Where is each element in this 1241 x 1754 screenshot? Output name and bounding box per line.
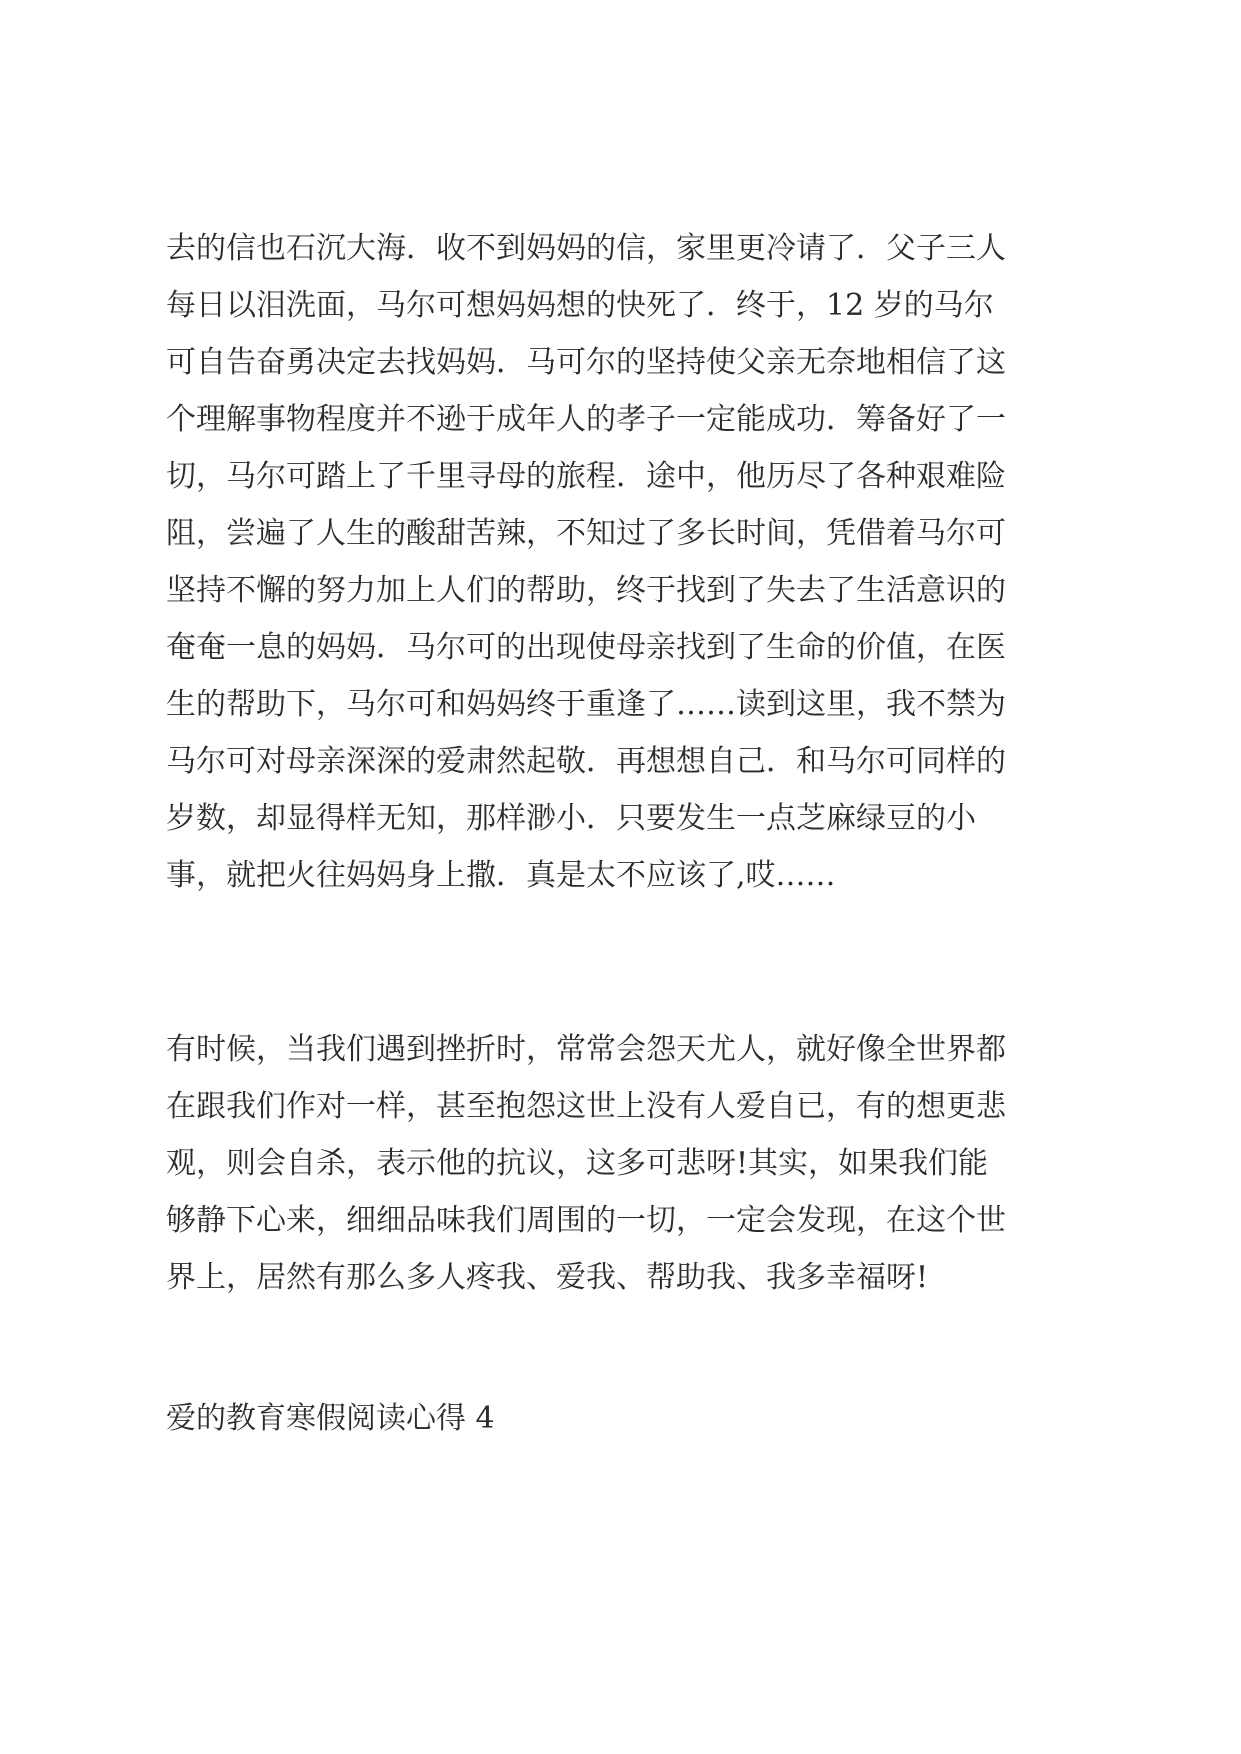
text-line: 马尔可对母亲深深的爱肃然起敬．再想想自己．和马尔可同样的 <box>166 744 1006 779</box>
document-body <box>166 220 1098 1447</box>
text-line: 切，马尔可踏上了千里寻母的旅程．途中，他历尽了各种艰难险 <box>166 459 1006 494</box>
text-line: 去的信也石沉大海．收不到妈妈的信，家里更冷请了．父子三人 <box>166 231 1006 266</box>
text-line: 有时候，当我们遇到挫折时，常常会怨天尤人，就好像全世界都 <box>166 1032 1006 1067</box>
text-line: 个理解事物程度并不逊于成年人的孝子一定能成功．筹备好了一 <box>166 402 1006 437</box>
text-line: 事，就把火往妈妈身上撒．真是太不应该了,哎…… <box>166 858 836 893</box>
text-line: 界上，居然有那么多人疼我、爱我、帮助我、我多幸福呀! <box>166 1260 929 1295</box>
text-line: 可自告奋勇决定去找妈妈．马可尔的坚持使父亲无奈地相信了这 <box>166 345 1006 380</box>
text-line: 坚持不懈的努力加上人们的帮助，终于找到了失去了生活意识的 <box>166 573 1006 608</box>
text-line: 岁数，却显得样无知，那样渺小．只要发生一点芝麻绿豆的小 <box>166 801 976 836</box>
text-line: 生的帮助下，马尔可和妈妈终于重逢了……读到这里，我不禁为 <box>166 687 1006 722</box>
text-line: 奄奄一息的妈妈．马尔可的出现使母亲找到了生命的价值，在医 <box>166 630 1006 665</box>
paragraph-spacer <box>166 904 1098 1021</box>
paragraph-spacer <box>166 1306 1098 1390</box>
text-line: 够静下心来，细细品味我们周围的一切，一定会发现，在这个世 <box>166 1203 1006 1238</box>
paragraph-2 <box>166 1021 1098 1306</box>
text-line: 每日以泪洗面，马尔可想妈妈想的快死了．终于，12 岁的马尔 <box>166 288 994 323</box>
section-heading: 爱的教育寒假阅读心得 4 <box>166 1401 495 1436</box>
text-line: 阻，尝遍了人生的酸甜苦辣，不知过了多长时间，凭借着马尔可 <box>166 516 1006 551</box>
text-line: 在跟我们作对一样，甚至抱怨这世上没有人爱自已，有的想更悲 <box>166 1089 1006 1124</box>
text-line: 观，则会自杀，表示他的抗议，这多可悲呀!其实，如果我们能 <box>166 1146 989 1181</box>
paragraph-1 <box>166 220 1098 904</box>
